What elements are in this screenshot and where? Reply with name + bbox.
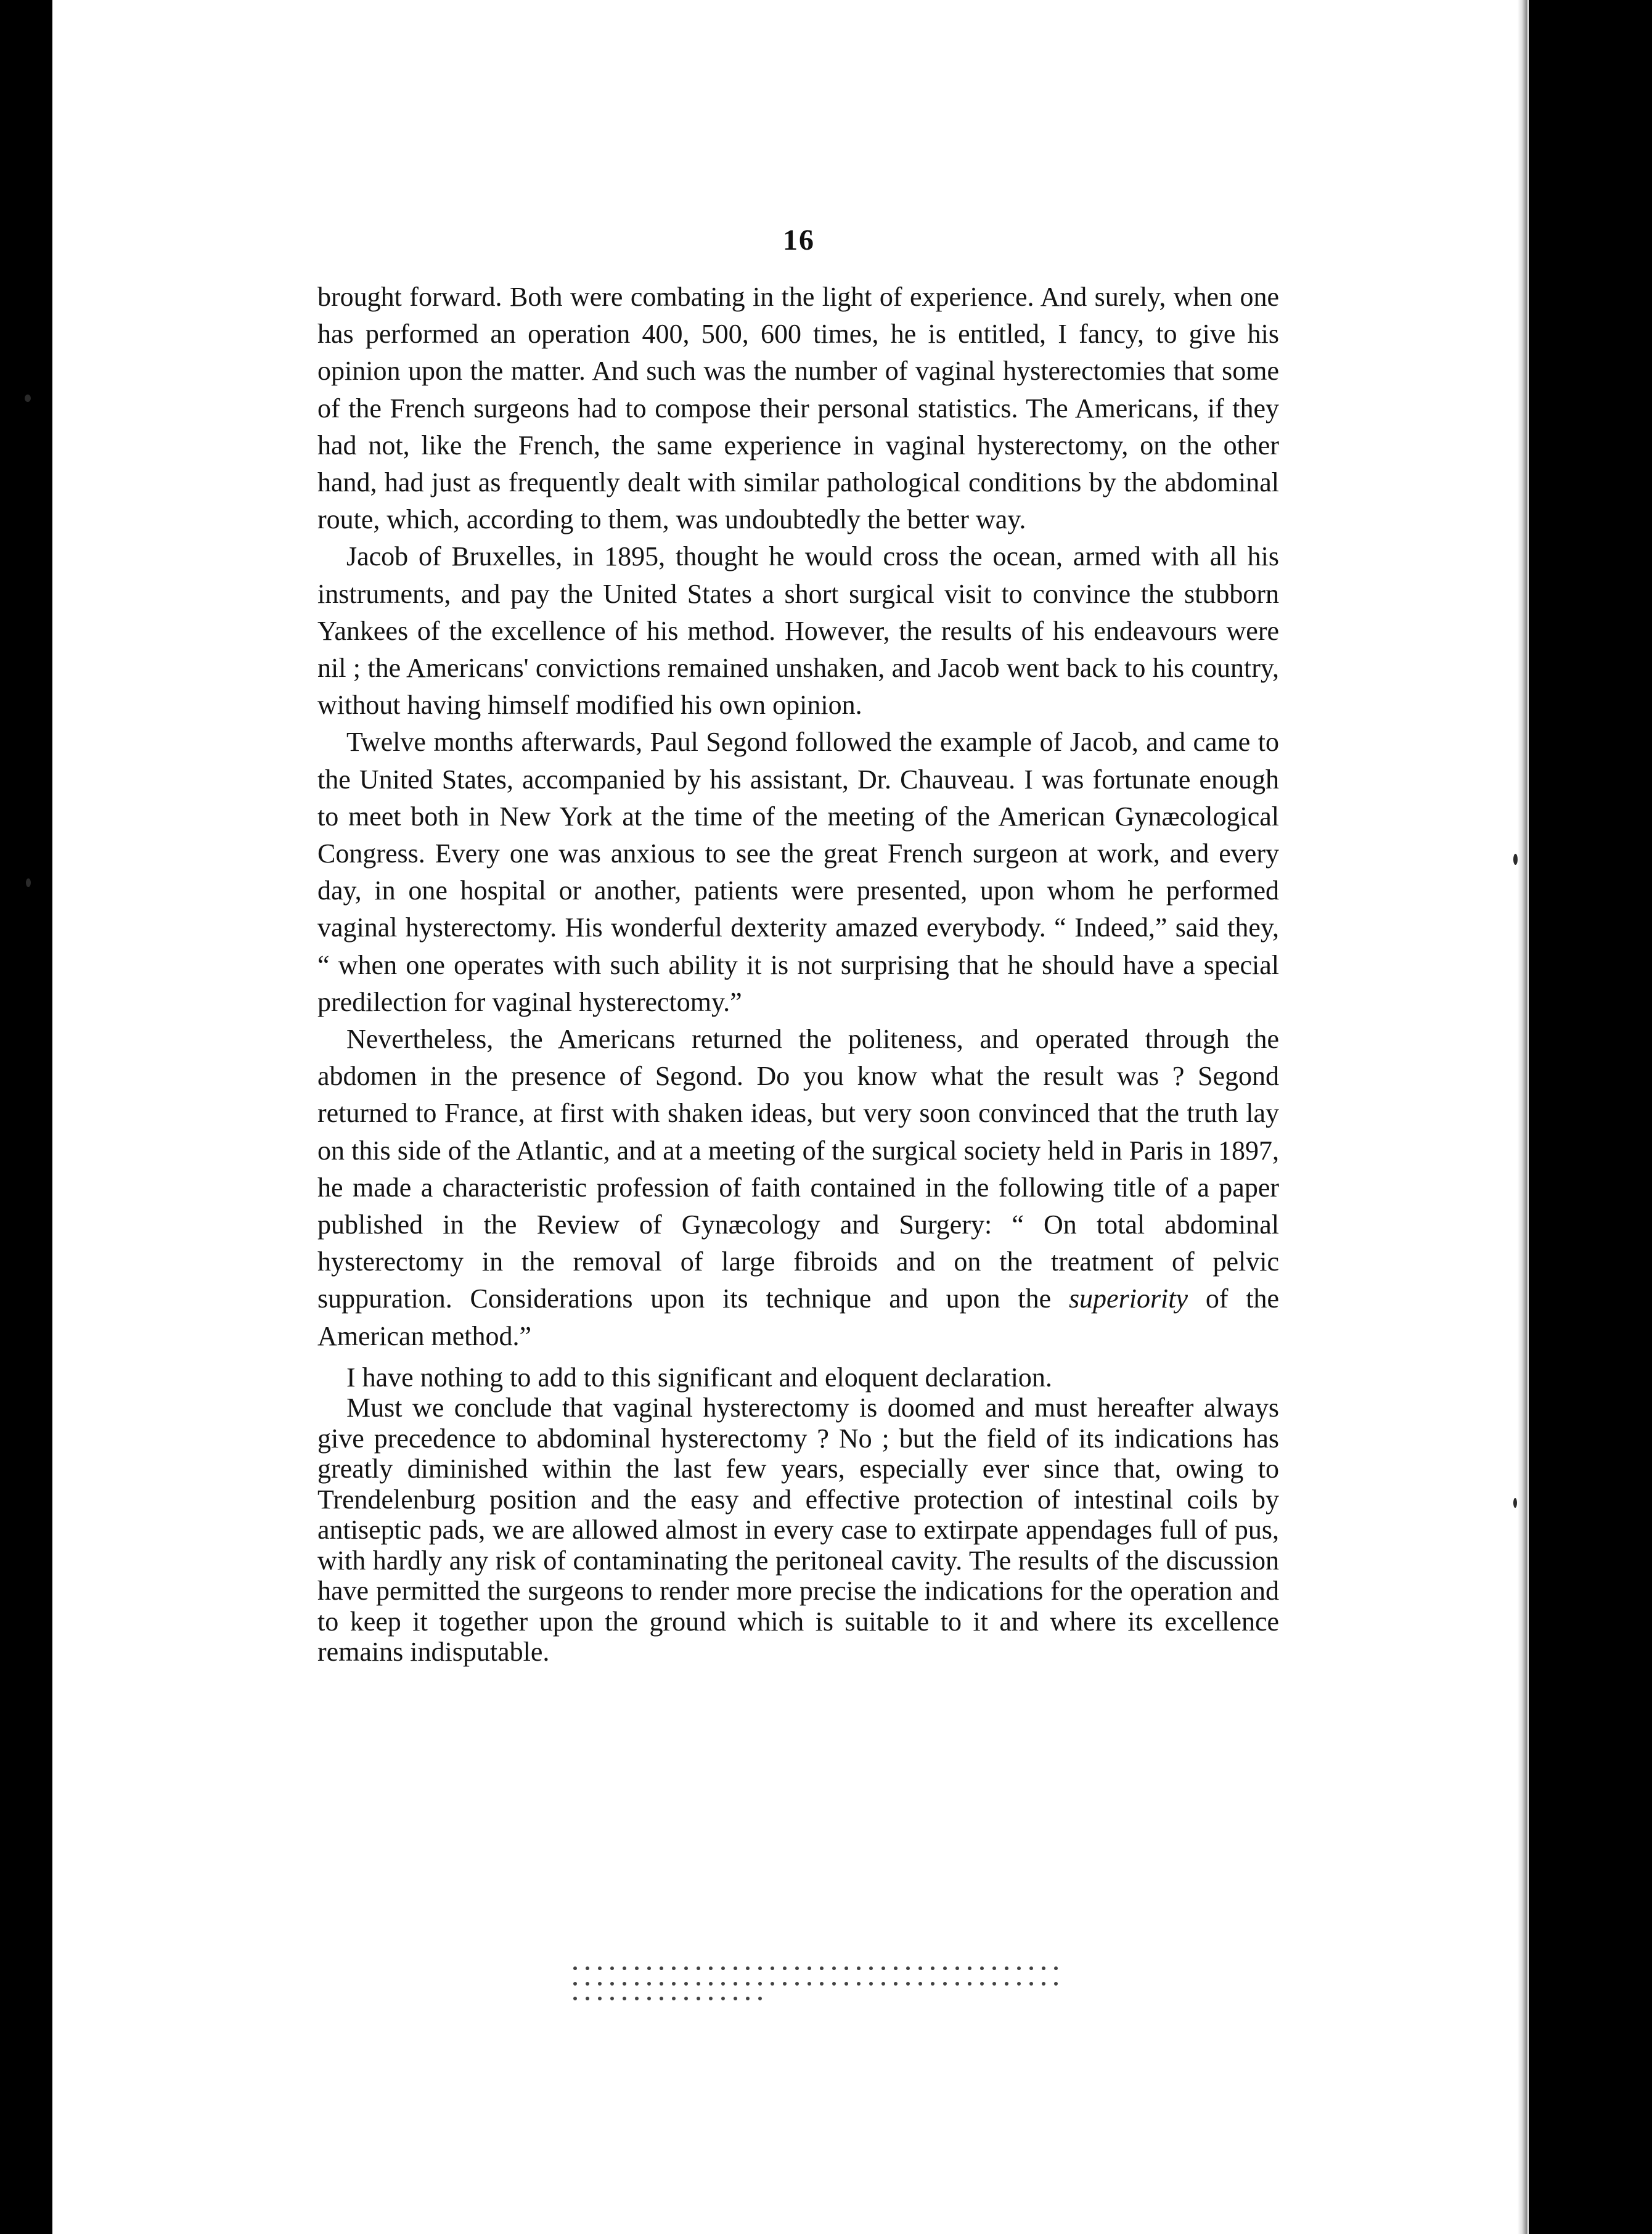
perforation-dot	[610, 1982, 614, 1986]
scan-speck	[26, 878, 31, 887]
perforation-dot	[697, 1982, 700, 1986]
perforation-dot	[992, 1966, 996, 1970]
perforation-dot	[1042, 1982, 1045, 1986]
perforation-dot	[758, 1997, 762, 2000]
perforation-dot	[758, 1966, 762, 1970]
perforation-dot	[894, 1966, 898, 1970]
perforation-dot	[1054, 1966, 1058, 1970]
perforation-dot	[844, 1966, 848, 1970]
perforation-dot	[857, 1982, 861, 1986]
perforation-dot	[1029, 1966, 1033, 1970]
perforation-dot	[635, 1966, 639, 1970]
perforation-dot	[573, 1966, 577, 1970]
paragraph-6: Must we conclude that vaginal hysterectomy is doomed and must hereafter always give precedence to abdominal hysterectomy ? No ; but the field of its indications has greatly diminished within the last few years, especially ever since that, owing to Trendelenburg position and the easy and effective protection of intestinal coils by antiseptic pads, we are allowed almost in every case to extirpate appendages full of pus, with hardly any risk of contaminating the peritoneal cavity. The results of the discussion have permitted the surgeons to render more precise the indications for the operation and to keep it together upon the ground which is suitable to it and where its excellence remains indisputable.	[317, 1393, 1279, 1667]
scan-speck	[1513, 1498, 1517, 1508]
perforation-dot	[746, 1982, 750, 1986]
perforation-dot	[795, 1982, 799, 1986]
perforation-dot	[573, 1982, 577, 1986]
perforation-dot	[992, 1982, 996, 1986]
paragraph-2: Jacob of Bruxelles, in 1895, thought he would cross the ocean, armed with all his instruments, and pay the United States a short surgical visit to convince the stubborn Yankees of the excellence of his method. However, the results of his endeavours were nil ; the Americans' convictions remained unshaken, and Jacob went back to his country, without having himself modified his own opinion.	[317, 541, 1279, 721]
perforation-dot	[598, 1966, 602, 1970]
perforation-dot	[647, 1982, 651, 1986]
perforation-dot	[660, 1997, 663, 2000]
page-number: 16	[783, 224, 815, 256]
perforation-dot	[672, 1997, 676, 2000]
perforation-dot	[709, 1966, 713, 1970]
scan-speck	[25, 395, 31, 402]
perforation-dot	[1005, 1966, 1008, 1970]
paragraph-3: Twelve months afterwards, Paul Segond followed the example of Jacob, and came to the United States, accompanied by his assistant, Dr. Chauveau. I was fortunate enough to meet both in New York at the time of the meeting of the American Gynæcological Congress. Every one was anxious to see the great French surgeon at work, and every day, in one hospital or another, patients were presented, upon whom he performed vaginal hysterectomy. His wonderful dexterity amazed everybody. “ Indeed,” said they, “ when one operates with such ability it is not surprising that he should have a special predilection for vaginal hysterectomy.”	[317, 727, 1279, 1017]
perforation-dot	[660, 1966, 663, 1970]
perforation-dot	[672, 1982, 676, 1986]
perforation-dot	[968, 1982, 971, 1986]
perforation-dot	[943, 1966, 947, 1970]
paragraph-1: brought forward. Both were combating in the light of experience. And surely, when one has performed an operation 400, 500, 600 times, he is entitled, I fancy, to give his opinion upon the matter. And such was the number of vaginal hysterectomies that some of the French surgeons had to compose their personal statistics. The Americans, if they had not, like the French, the same experience in vaginal hysterectomy, on the other hand, had just as frequently dealt with similar pathological conditions by the abdominal route, which, according to them, was undoubtedly the better way.	[317, 282, 1279, 535]
perforation-dot	[832, 1966, 836, 1970]
perforation-dot	[918, 1982, 922, 1986]
paragraph-5: I have nothing to add to this significant and eloquent declaration.	[346, 1362, 1052, 1393]
perforation-dot	[734, 1982, 737, 1986]
emphasis-superiority: superiority	[1068, 1283, 1188, 1314]
perforation-dot	[697, 1997, 700, 2000]
perforation-dot	[1054, 1982, 1058, 1986]
perforation-dot	[623, 1997, 626, 2000]
perforation-dot	[623, 1982, 626, 1986]
perforation-dot	[586, 1982, 589, 1986]
perforation-dot	[881, 1966, 885, 1970]
perforation-dot	[906, 1982, 910, 1986]
perforation-dot	[980, 1982, 984, 1986]
page-fold-edge	[1518, 0, 1527, 2234]
perforation-dot	[955, 1982, 959, 1986]
perforation-dot	[955, 1966, 959, 1970]
perforation-dot	[857, 1966, 861, 1970]
paragraph-4-end: of the American method.”	[317, 1283, 1280, 1351]
perforation-dot	[1017, 1982, 1021, 1986]
perforation-dot	[795, 1966, 799, 1970]
perforation-dot	[746, 1997, 750, 2000]
perforation-dot	[980, 1966, 984, 1970]
perforation-stamp	[573, 1966, 1066, 2003]
scan-right-border	[1529, 0, 1652, 2234]
perforation-dot	[771, 1966, 774, 1970]
perforation-dot	[1042, 1966, 1045, 1970]
perforation-dot	[1017, 1966, 1021, 1970]
perforation-dot	[647, 1997, 651, 2000]
perforation-dot	[906, 1966, 910, 1970]
perforation-dot	[672, 1966, 676, 1970]
perforation-dot	[734, 1966, 737, 1970]
perforation-dot	[783, 1966, 787, 1970]
perforation-dot	[844, 1982, 848, 1986]
perforation-dot	[1029, 1982, 1033, 1986]
perforation-dot	[721, 1982, 725, 1986]
scan-left-border	[0, 0, 52, 2234]
perforation-dot	[918, 1966, 922, 1970]
perforation-dot	[623, 1966, 626, 1970]
perforation-dot	[598, 1997, 602, 2000]
perforation-dot	[881, 1982, 885, 1986]
paragraph-4	[317, 1021, 1279, 1355]
perforation-dot	[943, 1982, 947, 1986]
paragraph-4-text: Nevertheless, the Americans returned the politeness, and operated through the abdomen in the presence of Segond. Do you know what the result was ? Segond returned to France, at first with shaken ideas, but very soon convinced that the truth lay on this side of the Atlantic, and at a meeting of the surgical society held in Paris in 1897, he made a characteristic profession of faith contained in the following title of a paper published in the Review of Gynæcology and Surgery: “ On total abdominal hysterectomy in the removal of large fibroids and on the treatment of pelvic suppuration. Considerations upon its technique and upon the	[317, 1024, 1279, 1314]
perforation-dot	[709, 1982, 713, 1986]
perforation-dot	[808, 1982, 811, 1986]
perforation-dot	[721, 1997, 725, 2000]
perforation-dot	[869, 1966, 873, 1970]
perforation-dot	[931, 1982, 934, 1986]
perforation-dot	[598, 1982, 602, 1986]
perforation-dot	[586, 1997, 589, 2000]
perforation-dot	[586, 1966, 589, 1970]
perforation-dot	[684, 1997, 688, 2000]
perforation-dot	[820, 1982, 824, 1986]
perforation-dot	[783, 1982, 787, 1986]
perforation-dot	[610, 1997, 614, 2000]
body-text	[317, 279, 1279, 1667]
perforation-dot	[709, 1997, 713, 2000]
perforation-dot	[894, 1982, 898, 1986]
perforation-dot	[684, 1966, 688, 1970]
perforation-dot	[832, 1982, 836, 1986]
perforation-dot	[734, 1997, 737, 2000]
perforation-dot	[610, 1966, 614, 1970]
perforation-dot	[869, 1982, 873, 1986]
perforation-dot	[746, 1966, 750, 1970]
perforation-dot	[660, 1982, 663, 1986]
perforation-dot	[758, 1982, 762, 1986]
perforation-dot	[573, 1997, 577, 2000]
scan-speck	[1513, 854, 1518, 865]
perforation-dot	[1005, 1982, 1008, 1986]
perforation-dot	[684, 1982, 688, 1986]
perforation-dot	[647, 1966, 651, 1970]
perforation-dot	[697, 1966, 700, 1970]
perforation-dot	[931, 1966, 934, 1970]
perforation-dot	[721, 1966, 725, 1970]
perforation-dot	[771, 1982, 774, 1986]
perforation-dot	[635, 1997, 639, 2000]
perforation-dot	[968, 1966, 971, 1970]
perforation-dot	[820, 1966, 824, 1970]
perforation-dot	[808, 1966, 811, 1970]
perforation-dot	[635, 1982, 639, 1986]
